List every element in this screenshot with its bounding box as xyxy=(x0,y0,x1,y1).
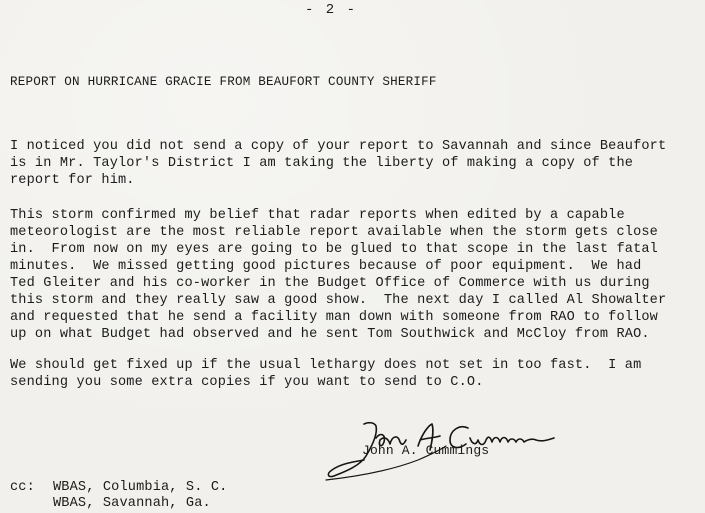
paragraph-3 xyxy=(10,357,641,391)
paragraph-2 xyxy=(10,207,666,343)
cc-recipient: WBAS, Columbia, S. C. xyxy=(53,480,228,495)
paragraph-line: in. From now on my eyes are going to be glued to that scope in the last fatal xyxy=(10,242,658,257)
paragraph-line: report for him. xyxy=(10,173,135,188)
paragraph-line: This storm confirmed my belief that radar reports when edited by a capable xyxy=(10,208,625,223)
paragraph-line: meteorologist are the most reliable report available when the storm gets close xyxy=(10,225,658,240)
cc-recipient: WBAS, Savannah, Ga. xyxy=(53,496,211,511)
paragraph-line: and requested that he send a facility man down with someone from RAO to follow xyxy=(10,310,658,325)
paragraph-line: is in Mr. Taylor's District I am taking the liberty of making a copy of the xyxy=(10,156,634,171)
paragraph-line: Ted Gleiter and his co-worker in the Budget Office of Commerce with us during xyxy=(10,276,650,291)
report-title: REPORT ON HURRICANE GRACIE FROM BEAUFORT COUNTY SHERIFF xyxy=(10,75,437,89)
paragraph-line: up on what Budget had observed and he sent Tom Southwick and McCloy from RAO. xyxy=(10,327,650,342)
page-number: - 2 - xyxy=(305,2,358,18)
signer-name: John A. Cummings xyxy=(362,443,490,458)
paragraph-line: sending you some extra copies if you want to send to C.O. xyxy=(10,375,484,390)
paragraph-line: minutes. We missed getting good pictures because of poor equipment. We had xyxy=(10,259,642,274)
paragraph-line: We should get fixed up if the usual lethargy does not set in too fast. I am xyxy=(10,358,642,373)
paragraph-line: this storm and they really saw a good show. The next day I called Al Showalter xyxy=(10,293,667,308)
paragraph-1 xyxy=(10,138,666,189)
cc-label: cc: xyxy=(10,480,35,495)
paragraph-line: I noticed you did not send a copy of your report to Savannah and since Beaufort xyxy=(10,139,667,154)
